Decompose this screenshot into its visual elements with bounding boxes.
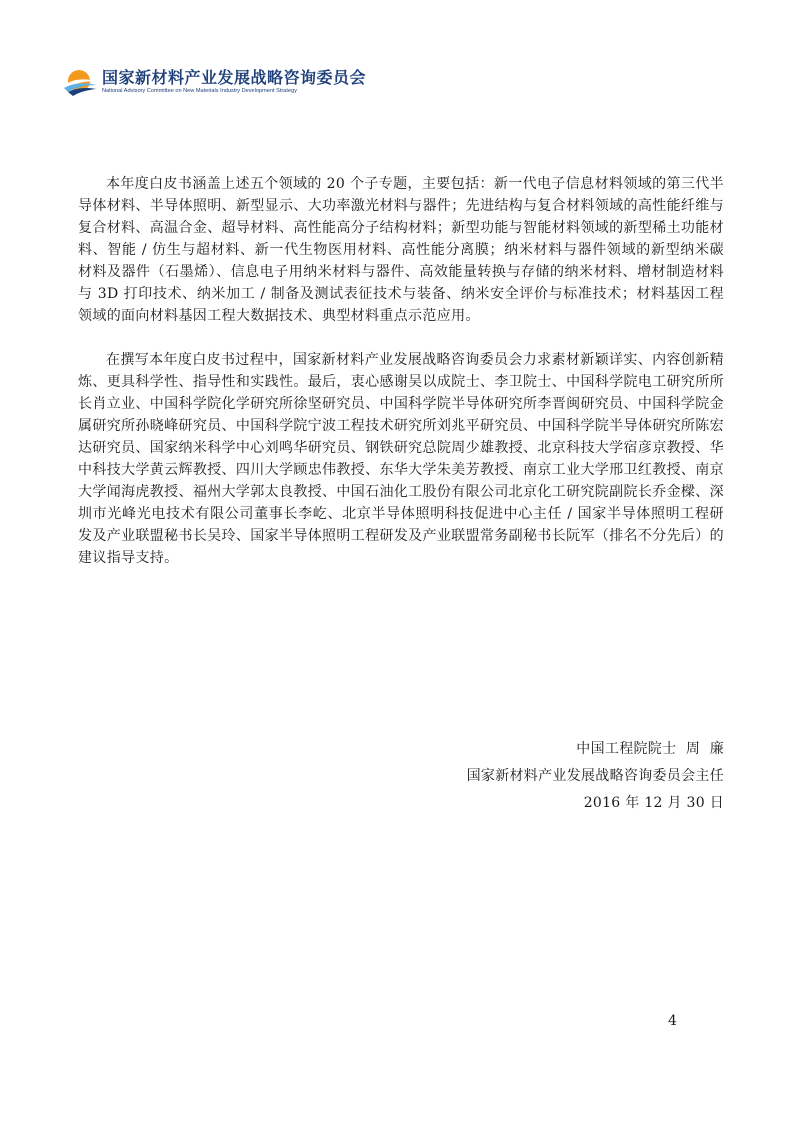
paragraph-acknowledgements: 在撰写本年度白皮书过程中，国家新材料产业发展战略咨询委员会力求素材新颖详实、内容创新精炼、更具科学性、指导性和实践性。最后，衷心感谢吴以成院士、李卫院士、中国科学院电工研究所所长肖立业、中国科学院化学研究所徐坚研究员、中国科学院半导体研究所李晋闽研究员、中国科学院金属研究所孙晓峰研究员、中国科学院宁波工程技术研究所刘兆平研究员、中国科学院半导体研究所陈宏达研究员、国家纳米科学中心刘鸣华研究员、钢铁研究总院周少雄教授、北京科技大学宿彦京教授、华中科技大学黄云辉教授、四川大学顾忠伟教授、东华大学朱美芳教授、南京工业大学邢卫红教授、南京大学闻海虎教授、福州大学郭太良教授、中国石油化工股份有限公司北京化工研究院副院长乔金樑、深圳市光峰光电技术有限公司董事长李屹、北京半导体照明科技促进中心主任 / 国家半导体照明工程研发及产业联盟秘书长吴玲、国家半导体照明工程研发及产业联盟常务副秘书长阮军（排名不分先后）的建议指导支持。 bbox=[78, 352, 724, 566]
signature-block bbox=[467, 736, 724, 817]
page-header bbox=[62, 66, 366, 98]
signature-title: 国家新材料产业发展战略咨询委员会主任 bbox=[466, 768, 724, 784]
signature-date: 2016 年 12 月 30 日 bbox=[583, 795, 724, 811]
org-name-cn: 国家新材料产业发展战略咨询委员会 bbox=[102, 68, 367, 87]
org-name-en: National Advisory Committee on New Materials Industry Development Strategy bbox=[102, 88, 297, 94]
committee-logo-icon bbox=[62, 66, 98, 98]
page-number: 4 bbox=[668, 1013, 677, 1029]
body-text bbox=[78, 173, 724, 569]
signature-name: 中国工程院院士 周 廉 bbox=[576, 741, 724, 757]
logo-text bbox=[102, 69, 366, 95]
paragraph-overview: 本年度白皮书涵盖上述五个领域的 20 个子专题，主要包括：新一代电子信息材料领域的第三代半导体材料、半导体照明、新型显示、大功率激光材料与器件；先进结构与复合材料领域的高性能纤维与复合材料、高温合金、超导材料、高性能高分子结构材料；新型功能与智能材料领域的新型稀土功能材料、智能 / 仿生与超材料、新一代生物医用材料、高性能分离膜；纳米材料与器件领域的新型纳米碳材料及器件（石墨烯）、信息电子用纳米材料与器件、高效能量转换与存储的纳米材料、增材制造材料与 3D 打印技术、纳米加工 / 制备及测试表征技术与装备、纳米安全评价与标准技术；材料基因工程领域的面向材料基因工程大数据技术、典型材料重点示范应用。 bbox=[78, 176, 724, 324]
